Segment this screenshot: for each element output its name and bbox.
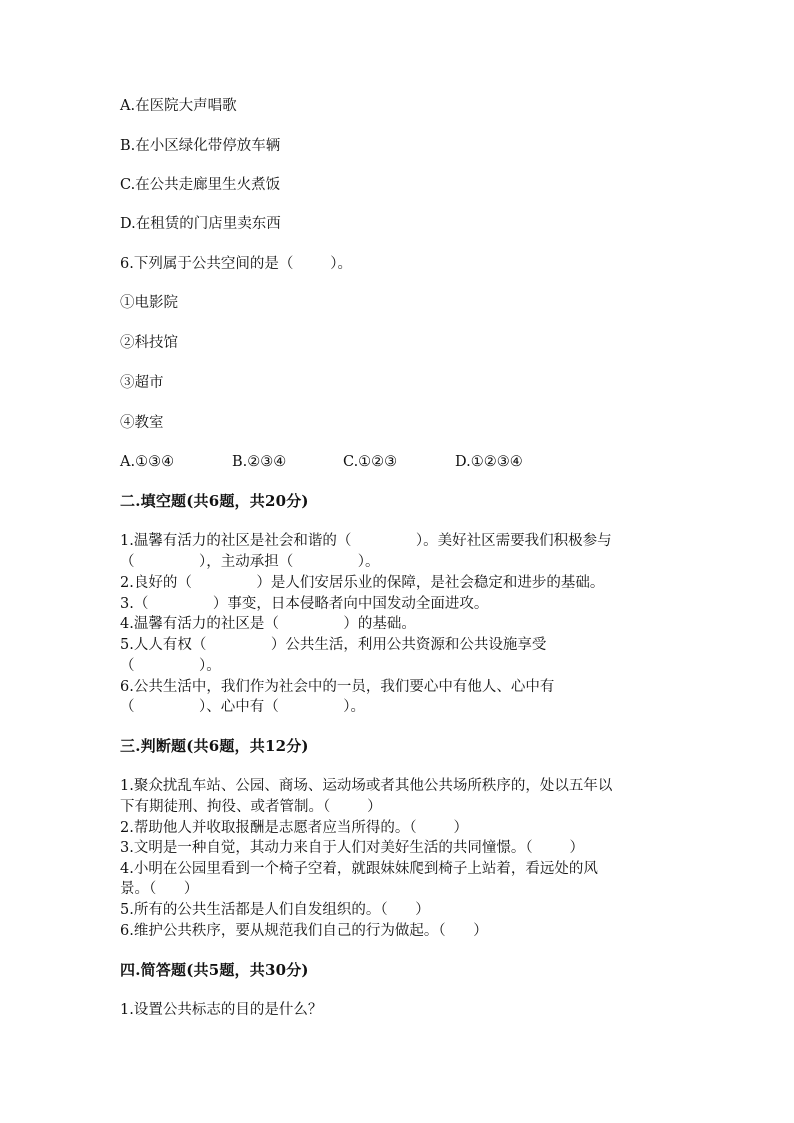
option-d: D.在租赁的门店里卖东西 (120, 216, 281, 232)
q6-item-3: ③超市 (120, 375, 164, 391)
judge-line-8: 6.维护公共秩序，要从规范我们自己的行为做起。（ ） (120, 923, 488, 939)
judge-line-1: 1.聚众扰乱车站、公园、商场、运动场或者其他公共场所秩序的，处以五年以 (120, 778, 613, 794)
q6-item-2: ②科技馆 (120, 335, 178, 351)
fill-line-1: 1.温馨有活力的社区是社会和谐的（ ）。美好社区需要我们积极参与 (120, 533, 612, 549)
q6-option-a: A.①③④ (120, 454, 175, 470)
option-b: B.在小区绿化带停放车辆 (120, 138, 281, 154)
q6-option-b: B.②③④ (232, 454, 287, 470)
judge-line-3: 2.帮助他人并收取报酬是志愿者应当所得的。（ ） (120, 820, 468, 836)
fill-line-7: （ ）。 (120, 658, 221, 674)
fill-line-2: （ ），主动承担（ ）。 (120, 554, 380, 570)
judge-line-7: 5.所有的公共生活都是人们自发组织的。（ ） (120, 902, 430, 918)
judge-line-6: 景。（ ） (120, 881, 199, 897)
question-6-stem: 6.下列属于公共空间的是（ ）。 (120, 256, 352, 272)
fill-line-8: 6.公共生活中，我们作为社会中的一员，我们要心中有他人、心中有 (120, 679, 555, 695)
fill-line-5: 4.温馨有活力的社区是（ ）的基础。 (120, 616, 416, 632)
q6-option-d: D.①②③④ (455, 454, 523, 470)
judge-line-5: 4.小明在公园里看到一个椅子空着，就跟妹妹爬到椅子上站着，看远处的风 (120, 861, 598, 877)
section-4-title: 四.简答题(共5题，共30分) (120, 961, 309, 979)
q6-option-c: C.①②③ (343, 454, 398, 470)
q6-options-row (120, 452, 680, 472)
section-2-title: 二.填空题(共6题，共20分) (120, 492, 309, 510)
judge-line-4: 3.文明是一种自觉，其动力来自于人们对美好生活的共同憧憬。（ ） (120, 840, 584, 856)
fill-line-6: 5.人人有权（ ）公共生活，利用公共资源和公共设施享受 (120, 637, 547, 653)
fill-line-4: 3.（ ）事变，日本侵略者向中国发动全面进攻。 (120, 596, 489, 612)
option-a: A.在医院大声唱歌 (120, 98, 237, 114)
q6-item-1: ①电影院 (120, 295, 178, 311)
fill-line-9: （ ）、心中有（ ）。 (120, 699, 366, 715)
judge-line-2: 下有期徒刑、拘役、或者管制。（ ） (120, 799, 382, 815)
option-c: C.在公共走廊里生火煮饭 (120, 177, 281, 193)
section-3-title: 三.判断题(共6题，共12分) (120, 737, 309, 755)
fill-line-3: 2.良好的（ ）是人们安居乐业的保障，是社会稳定和进步的基础。 (120, 575, 605, 591)
q6-item-4: ④教室 (120, 415, 164, 431)
short-answer-line-1: 1.设置公共标志的目的是什么？ (120, 1002, 323, 1018)
